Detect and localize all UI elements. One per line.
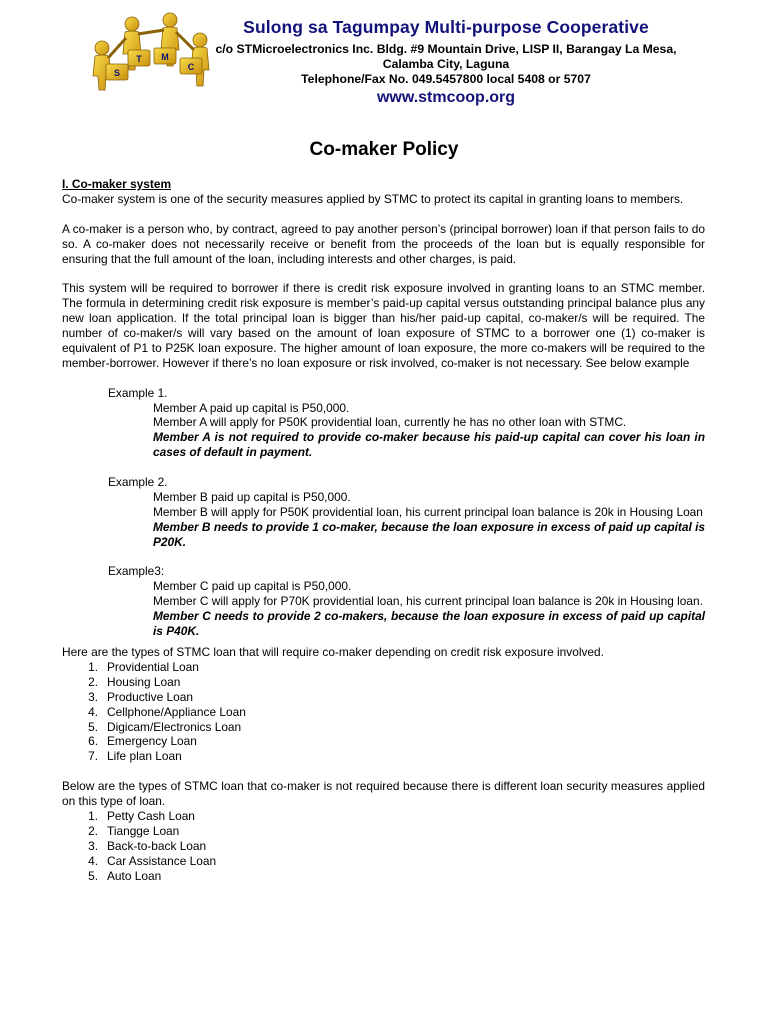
list-text: Productive Loan xyxy=(107,689,193,704)
organization-name: Sulong sa Tagumpay Multi-purpose Cooperative xyxy=(243,17,649,37)
list-item xyxy=(62,705,705,720)
list-text: Providential Loan xyxy=(107,659,199,674)
list-number: 1. xyxy=(88,808,98,823)
list-number: 2. xyxy=(88,674,98,689)
list-item xyxy=(62,734,705,749)
list-number: 3. xyxy=(88,838,98,853)
example-line: Member A will apply for P50K providential loan, currently he has no other loan with STMC. xyxy=(153,415,627,430)
document-title: Co-maker Policy xyxy=(309,139,459,160)
section-heading: I. Co-maker system xyxy=(62,177,172,191)
example-label: Example 2. xyxy=(108,475,168,490)
example-block xyxy=(62,475,705,550)
list-text: Cellphone/Appliance Loan xyxy=(107,704,246,719)
list-item xyxy=(62,839,705,854)
example-line: Member B paid up capital is P50,000. xyxy=(153,489,351,504)
letterhead xyxy=(0,0,768,125)
list-item xyxy=(62,675,705,690)
list-item xyxy=(62,869,705,884)
list-item xyxy=(62,690,705,705)
not-required-loan-list xyxy=(62,809,705,884)
not-required-list-intro: Below are the types of STMC loan that co-maker is not required because there is different loan security measures applied on this type of loan. xyxy=(62,779,705,809)
list-number: 6. xyxy=(88,734,98,749)
address-line-1: c/o STMicroelectronics Inc. Bldg. #9 Mountain Drive, LISP II, Barangay La Mesa, xyxy=(215,42,677,56)
list-item xyxy=(62,660,705,675)
address-line-2: Calamba City, Laguna xyxy=(382,57,510,71)
document-body xyxy=(62,177,705,884)
list-item xyxy=(62,749,705,764)
list-text: Tiangge Loan xyxy=(107,823,180,838)
paragraph-definition: A co-maker is a person who, by contract, agreed to pay another person’s (principal borrower) loan if that person fails to do so. A co-maker does not necessarily receive or benefit from the proceeds of the loan but is equally responsible for ensuring that the full amount of the loan, including interests and other charges, is paid. xyxy=(62,221,705,266)
example-block xyxy=(62,386,705,461)
list-text: Life plan Loan xyxy=(107,749,182,764)
list-text: Digicam/Electronics Loan xyxy=(107,719,242,734)
logo-letter-m: M xyxy=(161,52,169,62)
list-number: 7. xyxy=(88,749,98,764)
list-item xyxy=(62,854,705,869)
list-number: 1. xyxy=(88,659,98,674)
logo-letter-c: C xyxy=(187,62,195,72)
required-list-intro: Here are the types of STMC loan that will require co-maker depending on credit risk exposure involved. xyxy=(62,645,604,660)
list-number: 3. xyxy=(88,689,98,704)
required-loan-list xyxy=(62,660,705,764)
list-number: 5. xyxy=(88,719,98,734)
example-line: Member C will apply for P70K providential loan, his current principal loan balance is 20k in Housing loan. xyxy=(153,594,703,609)
example-block xyxy=(62,564,705,639)
logo-letter-s: S xyxy=(113,68,121,78)
list-text: Petty Cash Loan xyxy=(107,808,195,823)
list-item xyxy=(62,824,705,839)
example-line: Member B will apply for P50K providential loan, his current principal loan balance is 20k in Housing Loan xyxy=(153,504,703,519)
cooperative-logo xyxy=(86,10,216,102)
list-text: Housing Loan xyxy=(107,674,181,689)
list-text: Auto Loan xyxy=(107,868,162,883)
website-link[interactable]: www.stmcoop.org xyxy=(376,89,516,106)
example-label: Example3: xyxy=(108,564,165,579)
example-conclusion: Member C needs to provide 2 co-makers, because the loan exposure in excess of paid up capital is P40K. xyxy=(153,609,705,639)
list-number: 2. xyxy=(88,823,98,838)
list-number: 5. xyxy=(88,868,98,883)
telephone-line: Telephone/Fax No. 049.5457800 local 5408 or 5707 xyxy=(301,72,591,86)
list-text: Car Assistance Loan xyxy=(107,853,217,868)
list-text: Emergency Loan xyxy=(107,734,197,749)
paragraph-system: This system will be required to borrower if there is credit risk exposure involved in granting loans to an STMC member. The formula in determining credit risk exposure is member’s paid-up capital versus outstanding principal balance plus any new loan application. If the total principal loan is bigger than his/her paid-up capital, co-maker/s will be required. The number of co-maker/s will vary based on the amount of loan exposure of STMC to a borrower one (1) co-maker is equivalent of P1 to P25K loan exposure. The higher amount of loan exposure, the more co-makers will be required to the member-borrower. However if there’s no loan exposure or risk involved, co-maker is not necessary. See below example xyxy=(62,281,705,370)
logo-letter-t: T xyxy=(136,54,142,64)
list-item xyxy=(62,720,705,735)
list-number: 4. xyxy=(88,853,98,868)
example-line: Member C paid up capital is P50,000. xyxy=(153,579,352,594)
list-text: Back-to-back Loan xyxy=(107,838,207,853)
example-conclusion: Member B needs to provide 1 co-maker, because the loan exposure in excess of paid up capital is P20K. xyxy=(153,519,705,549)
example-conclusion: Member A is not required to provide co-maker because his paid-up capital can cover his loan in cases of default in payment. xyxy=(153,430,705,460)
paragraph-intro: Co-maker system is one of the security measures applied by STMC to protect its capital in granting loans to members. xyxy=(62,191,684,206)
example-line: Member A paid up capital is P50,000. xyxy=(153,400,350,415)
list-number: 4. xyxy=(88,704,98,719)
list-item xyxy=(62,809,705,824)
example-label: Example 1. xyxy=(108,385,168,400)
